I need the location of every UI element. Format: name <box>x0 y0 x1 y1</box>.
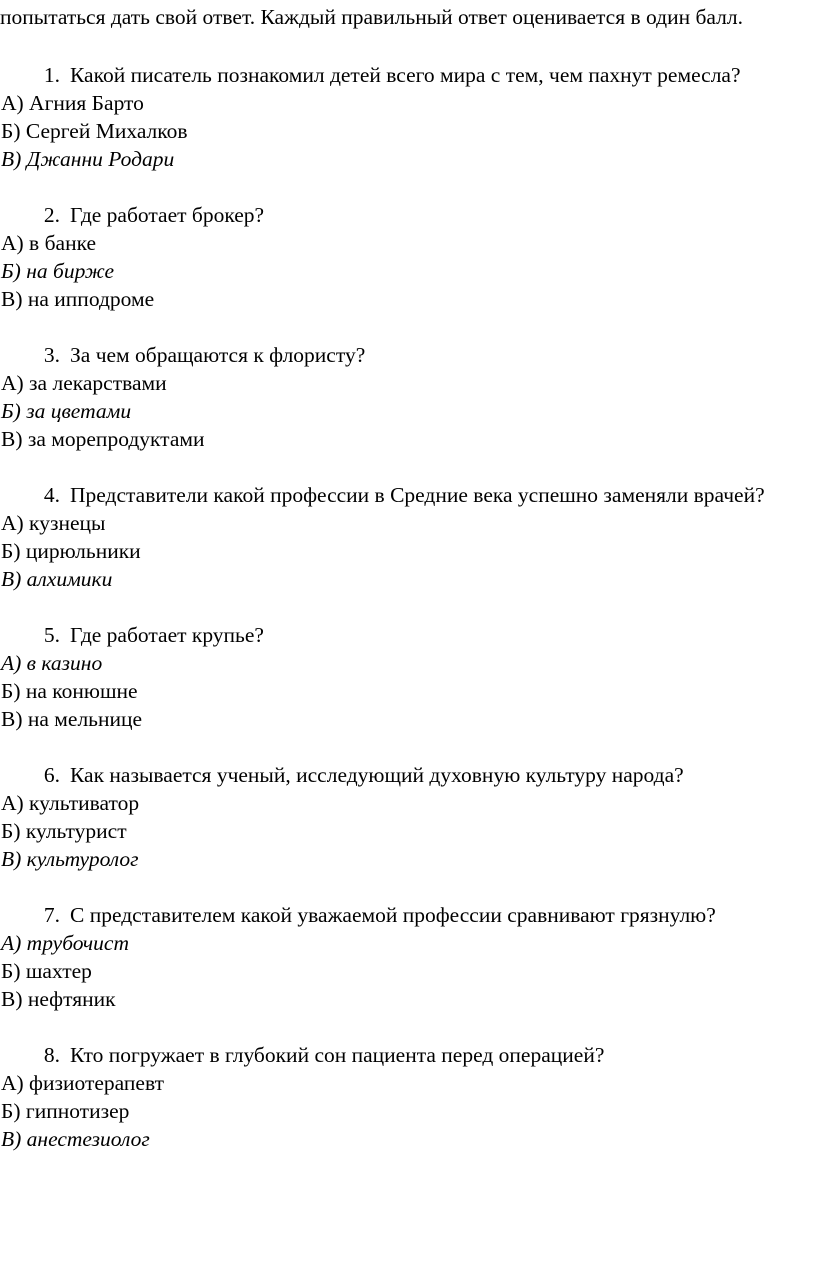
question-row <box>0 201 816 229</box>
answer-option-correct: А) в казино <box>1 651 103 675</box>
question-number: 1. <box>43 63 60 87</box>
question-number: 3. <box>43 343 60 367</box>
question-number: 4. <box>43 483 60 507</box>
question-number: 7. <box>43 903 60 927</box>
spacer <box>0 1013 816 1041</box>
question-text: С представителем какой уважаемой профессии сравнивают грязнулю? <box>70 903 716 927</box>
question-block <box>0 901 816 1013</box>
answer-option: Б) Сергей Михалков <box>1 119 188 143</box>
answer-option-correct: Б) за цветами <box>1 399 132 423</box>
spacer <box>0 733 816 761</box>
answer-option: А) Агния Барто <box>1 91 144 115</box>
question-block <box>0 1041 816 1153</box>
answer-option-correct: В) алхимики <box>1 567 113 591</box>
question-text: Кто погружает в глубокий сон пациента перед операцией? <box>70 1043 605 1067</box>
answer-option: В) на ипподроме <box>1 287 155 311</box>
answer-option-correct: В) анестезиолог <box>1 1127 150 1151</box>
answer-option-correct: Б) на бирже <box>1 259 115 283</box>
answer-option: В) нефтяник <box>1 987 116 1011</box>
answer-option: Б) на конюшне <box>1 679 138 703</box>
question-text: Представители какой профессии в Средние века успешно заменяли врачей? <box>70 483 765 507</box>
answer-option: А) физиотерапевт <box>1 1071 164 1095</box>
spacer <box>0 33 816 61</box>
answer-option: Б) культурист <box>1 819 127 843</box>
question-number: 8. <box>43 1043 60 1067</box>
question-block <box>0 61 816 173</box>
answer-option: В) за морепродуктами <box>1 427 205 451</box>
question-row <box>0 901 816 929</box>
question-text: Какой писатель познакомил детей всего мира с тем, чем пахнут ремесла? <box>70 63 741 87</box>
spacer <box>0 453 816 481</box>
answer-option: В) на мельнице <box>1 707 143 731</box>
question-number: 6. <box>43 763 60 787</box>
answer-option-correct: А) трубочист <box>1 931 130 955</box>
question-row <box>0 1041 816 1069</box>
question-block <box>0 761 816 873</box>
answer-option: А) кузнецы <box>1 511 106 535</box>
question-block <box>0 341 816 453</box>
question-block <box>0 621 816 733</box>
question-row <box>0 621 816 649</box>
question-text: Где работает брокер? <box>70 203 265 227</box>
question-number: 5. <box>43 623 60 647</box>
question-row <box>0 61 816 89</box>
answer-option: А) культиватор <box>1 791 140 815</box>
spacer <box>0 593 816 621</box>
answer-option-correct: В) культуролог <box>1 847 139 871</box>
question-row <box>0 341 816 369</box>
answer-option-correct: В) Джанни Родари <box>1 147 175 171</box>
questions-list <box>0 61 816 1153</box>
answer-option: Б) гипнотизер <box>1 1099 130 1123</box>
question-text: Как называется ученый, исследующий духовную культуру народа? <box>70 763 684 787</box>
question-row <box>0 481 816 509</box>
intro-paragraph: попытаться дать свой ответ. Каждый правильный ответ оценивается в один балл. <box>0 5 743 29</box>
question-text: За чем обращаются к флористу? <box>70 343 366 367</box>
answer-option: Б) шахтер <box>1 959 92 983</box>
question-row <box>0 761 816 789</box>
question-number: 2. <box>43 203 60 227</box>
spacer <box>0 873 816 901</box>
spacer <box>0 313 816 341</box>
answer-option: А) в банке <box>1 231 97 255</box>
answer-option: Б) цирюльники <box>1 539 141 563</box>
question-block <box>0 201 816 313</box>
question-text: Где работает крупье? <box>70 623 264 647</box>
spacer <box>0 173 816 201</box>
answer-option: А) за лекарствами <box>1 371 167 395</box>
question-block <box>0 481 816 593</box>
